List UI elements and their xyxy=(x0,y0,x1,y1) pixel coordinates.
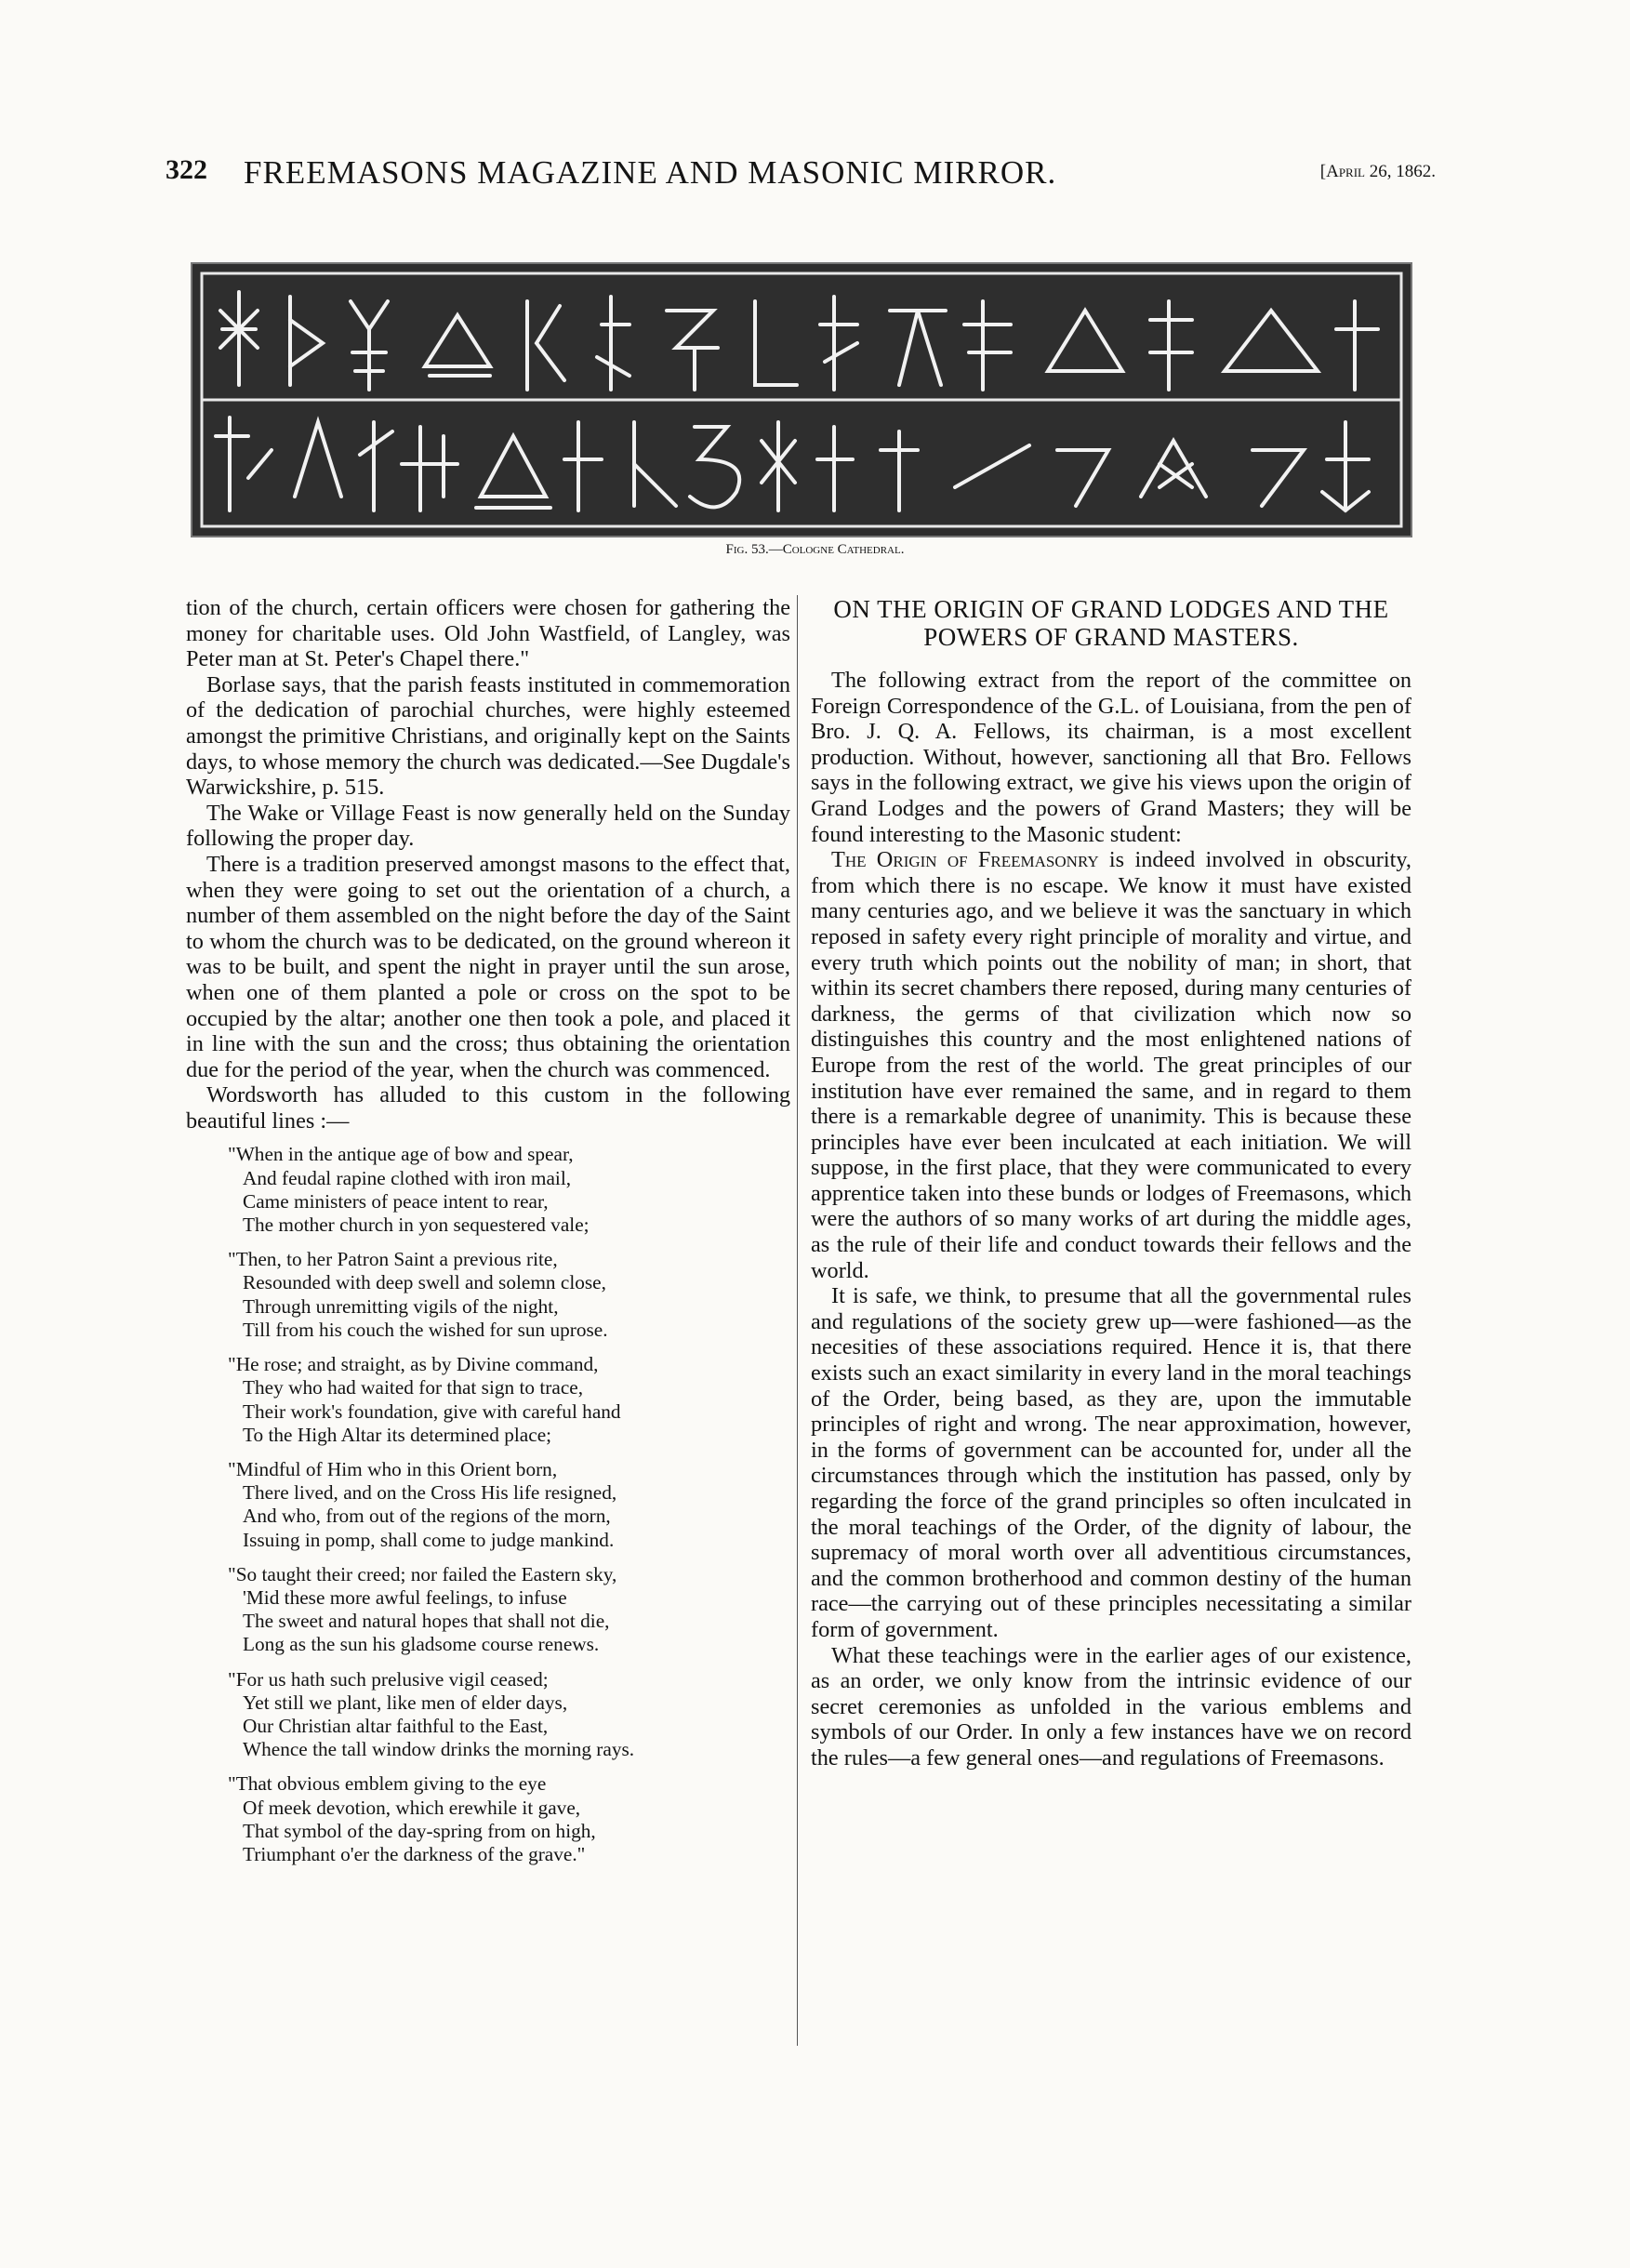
poem-line: Of meek devotion, which erewhile it gave, xyxy=(243,1796,581,1819)
poem-line: Long as the sun his gladsome course renews. xyxy=(243,1633,600,1656)
poem-line: Our Christian altar faithful to the East, xyxy=(243,1714,549,1737)
poem-line: And feudal rapine clothed with iron mail, xyxy=(243,1166,572,1189)
poem-line: That symbol of the day-spring from on high, xyxy=(243,1819,596,1842)
masons-marks-figure xyxy=(191,262,1412,537)
poem-stanza xyxy=(228,1563,790,1657)
poem-line: Came ministers of peace intent to rear, xyxy=(243,1189,549,1213)
poem-line: "So taught their creed; nor failed the Eastern sky, xyxy=(228,1562,617,1585)
poem-line: 'Mid these more awful feelings, to infuse xyxy=(243,1585,567,1609)
lead-in-small-caps: The Origin of Freemasonry xyxy=(831,847,1099,873)
poem-line: To the High Altar its determined place; xyxy=(243,1423,552,1446)
poem-line: They who had waited for that sign to trace, xyxy=(243,1376,584,1399)
poem-line: "For us hath such prelusive vigil ceased; xyxy=(228,1667,549,1691)
poem-line: Their work's foundation, give with careful hand xyxy=(243,1399,621,1423)
poem-line: And who, from out of the regions of the morn, xyxy=(243,1505,611,1528)
poem-line: Whence the tall window drinks the morning rays. xyxy=(243,1738,635,1761)
paragraph xyxy=(811,847,1411,1283)
page-header xyxy=(166,154,1436,192)
poem-stanza xyxy=(228,1143,790,1237)
section-title: ON THE ORIGIN OF GRAND LODGES AND THE POWERS OF GRAND MASTERS. xyxy=(833,595,1389,651)
paragraph: It is safe, we think, to presume that all the governmental rules and regulations of the society grew up—were fashioned—as the necesities of these associations required. Hence it is, that there exists such an exact similarity in every land in the moral teachings of the Order, being based, as they are, upon the immutable principles of right and wrong. The near approximation, however, in the forms of government can be accounted for, under all the circumstances through which the institution has passed, only by regarding the force of the grand principles so often inculcated in the moral teachings of the Order, of the dignity of labour, the supremacy of moral worth over all adventitious circumstances, and the common brotherhood and common destiny of the human race—the carrying out of these principles necessitating a similar form of government. xyxy=(811,1283,1411,1642)
paragraph-text: is indeed involved in obscurity, from which there is no escape. We know it must have existed many centuries ago, and we believe it was the sanctuary in which reposed in safety every right principle of morality and virtue, and every truth which points out the nobility of man; in short, that within its secret chambers there reposed, during many centuries of darkness, the germs of that civilization which now so distinguishes this country and the most enlightened nations of Europe from the rest of the world. The great principles of our institution have ever remained the same, and in regard to them there is a remarkable degree of unanimity. This is because these principles have ever been inculcated at each initiation. We will suppose, in the first place, that they were communicated to every apprentice taken into these bunds or lodges of Freemasons, which were the authors of so many works of art during the middle ages, as the rule of their life and conduct towards their fellows and the world. xyxy=(811,847,1411,1283)
figure-caption: Fig. 53.—Cologne Cathedral. xyxy=(725,542,905,557)
poem-line: The sweet and natural hopes that shall not die, xyxy=(243,1610,610,1633)
poem-line: There lived, and on the Cross His life resigned, xyxy=(243,1481,617,1505)
magazine-title: FREEMASONS MAGAZINE AND MASONIC MIRROR. xyxy=(244,154,1057,191)
poem-line: Issuing in pomp, shall come to judge mankind. xyxy=(243,1528,615,1551)
poem-line: Triumphant o'er the darkness of the grave." xyxy=(243,1842,586,1865)
poem-line: Through unremitting vigils of the night, xyxy=(243,1294,559,1318)
poem-line: Yet still we plant, like men of elder days, xyxy=(243,1691,568,1714)
right-column xyxy=(811,595,1411,1771)
paragraph: The Wake or Village Feast is now generally held on the Sunday following the proper day. xyxy=(186,800,790,852)
poem-line: "Then, to her Patron Saint a previous rite, xyxy=(228,1248,558,1271)
poem-line: "When in the antique age of bow and spear, xyxy=(228,1143,574,1166)
poem-line: The mother church in yon sequestered vale; xyxy=(243,1214,590,1237)
paragraph: What these teachings were in the earlier ages of our existence, as an order, we only know from the intrinsic evidence of our secret ceremonies as unfolded in the various emblems and symbols of our Order. In only a few instances have we on record the rules—a few general ones—and regulations of Freemasons. xyxy=(811,1642,1411,1771)
left-column xyxy=(186,595,790,1877)
column-divider xyxy=(797,595,798,2046)
paragraph: The following extract from the report of the committee on Foreign Correspondence of the G.L. of Louisiana, from the pen of Bro. J. Q. A. Fellows, its chairman, is a most excellent production. Without, however, sanctioning all that Bro. Fellows says in the following extract, we give his views upon the origin of Grand Lodges and the powers of Grand Masters; they will be found interesting to the Masonic student: xyxy=(811,668,1411,847)
poem-stanza xyxy=(228,1248,790,1342)
poem-stanza xyxy=(228,1458,790,1552)
poem-stanza xyxy=(228,1353,790,1447)
poem-line: "Mindful of Him who in this Orient born, xyxy=(228,1457,558,1480)
masons-marks-illustration xyxy=(192,264,1411,536)
poem-line: Resounded with deep swell and solemn close, xyxy=(243,1271,606,1294)
poem-stanza xyxy=(228,1668,790,1762)
paragraph: Wordsworth has alluded to this custom in the following beautiful lines :— xyxy=(186,1082,790,1134)
poem-stanza xyxy=(228,1772,790,1866)
paragraph: There is a tradition preserved amongst masons to the effect that, when they were going to set out the orientation of a church, a number of them assembled on the night before the day of the Saint to whom the church was to be dedicated, on the ground whereon it was to be built, and spent the night in prayer until the sun arose, when one of them planted a pole or cross on the spot to be occupied by the altar; another one then took a pole, and placed it in line with the sun and the cross; thus obtaining the orientation due for the period of the year, when the church was commenced. xyxy=(186,851,790,1082)
paragraph: Borlase says, that the parish feasts instituted in commemoration of the dedication of parochial churches, were highly esteemed amongst the primitive Christians, and originally kept on the Saints days, to whose memory the church was dedicated.—See Dugdale's Warwickshire, p. 515. xyxy=(186,671,790,801)
poem-line: Till from his couch the wished for sun uprose. xyxy=(243,1318,608,1341)
page-number: 322 xyxy=(166,154,207,185)
paragraph: tion of the church, certain officers were chosen for gathering the money for charitable uses. Old John Wastfield, of Langley, was Peter man at St. Peter's Chapel there." xyxy=(186,595,790,672)
poem-line: "That obvious emblem giving to the eye xyxy=(228,1772,547,1796)
issue-date: [April 26, 1862. xyxy=(1319,162,1436,181)
poem-line: "He rose; and straight, as by Divine command, xyxy=(228,1353,599,1376)
